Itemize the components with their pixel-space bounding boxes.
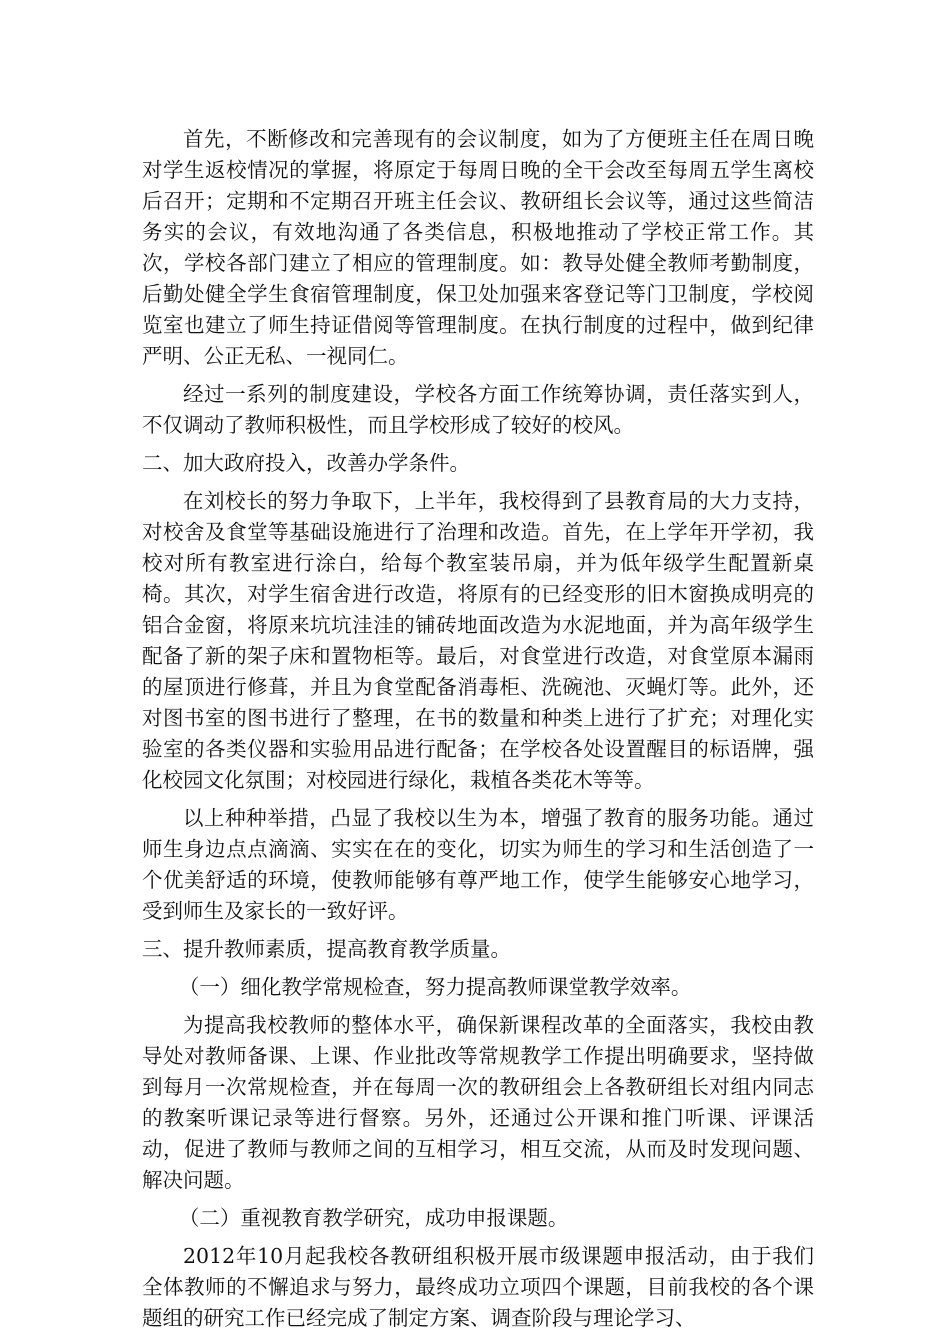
paragraph-meeting-system: 首先，不断修改和完善现有的会议制度，如为了方便班主任在周日晚对学生返校情况的掌握，将原定于每周日晚的全干会改至每周五学生离校后召开；定期和不定期召开班主任会议、教研组长会议等，通过这些简洁务实的会议，有效地沟通了各类信息，积极地推动了学校正常工作。其次，学校各部门建立了相应的管理制度。如：教导处健全教师考勤制度，后勤处健全学生食宿管理制度，保卫处加强来客登记等门卫制度，学校阅览室也建立了师生持证借阅等管理制度。在执行制度的过程中，做到纪律严明、公正无私、一视同仁。	[142, 127, 814, 368]
paragraph-research-projects: 2012年10月起我校各教研组积极开展市级课题申报活动，由于我们全体教师的不懈追求与努力，最终成功立项四个课题，目前我校的各个课题组的研究工作已经完成了制定方案、调查阶段与理论学习、	[142, 1244, 814, 1330]
subsection-heading-1: （一）细化教学常规检查，努力提高教师课堂教学效率。	[178, 975, 692, 999]
paragraph-teaching-inspection: 为提高我校教师的整体水平，确保新课程改革的全面落实，我校由教导处对教师备课、上课、作业批改等常规教学工作提出明确要求，坚持做到每月一次常规检查，并在每周一次的教研组会上各教研组长对组内同志的教案听课记录等进行督察。另外，还通过公开课和推门听课、评课活动，促进了教师与教师之间的互相学习，相互交流，从而及时发现问题、解决问题。	[142, 1013, 814, 1192]
section-heading-2: 二、加大政府投入，改善办学条件。	[142, 451, 470, 475]
section-heading-3: 三、提升教师素质，提高教育教学质量。	[142, 937, 511, 961]
paragraph-facility-improvement: 在刘校长的努力争取下，上半年，我校得到了县教育局的大力支持，对校舍及食堂等基础设施进行了治理和改造。首先，在上学年开学初，我校对所有教室进行涂白，给每个教室装吊扇，并为低年级学生配置新桌椅。其次，对学生宿舍进行改造，将原有的已经变形的旧木窗换成明亮的铝合金窗，将原来坑坑洼洼的铺砖地面改造为水泥地面，并为高年级学生配备了新的架子床和置物柜等。最后，对食堂进行改造，对食堂原本漏雨的屋顶进行修葺，并且为食堂配备消毒柜、洗碗池、灭蝇灯等。此外，还对图书室的图书进行了整理，在书的数量和种类上进行了扩充；对理化实验室的各类仪器和实验用品进行配备；在学校各处设置醒目的标语牌，强化校园文化氛围；对校园进行绿化，栽植各类花木等等。	[142, 489, 814, 792]
subsection-heading-2: （二）重视教育教学研究，成功申报课题。	[178, 1206, 569, 1230]
paragraph-system-result: 经过一系列的制度建设，学校各方面工作统筹协调，责任落实到人，不仅调动了教师积极性，而且学校形成了较好的校风。	[142, 382, 814, 437]
paragraph-measures-summary: 以上种种举措，凸显了我校以生为本，增强了教育的服务功能。通过师生身边点点滴滴、实实在在的变化，切实为师生的学习和生活创造了一个优美舒适的环境，使教师能够有尊严地工作，使学生能够安心地学习，受到师生及家长的一致好评。	[142, 806, 814, 923]
document-page	[142, 124, 814, 1341]
